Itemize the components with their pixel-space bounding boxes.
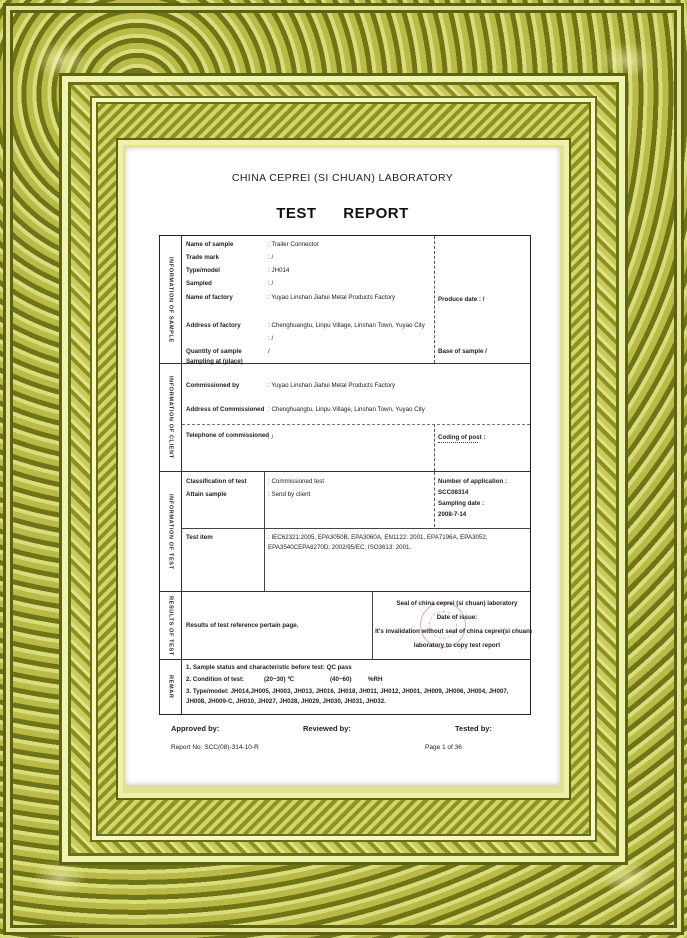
label-quantity-of-sample: Quantity of sample [186,348,242,355]
section-sample [160,236,530,364]
value-type-model: : JH014 [268,267,290,274]
column-divider [434,236,435,363]
value-address-of-commissioned: : Chenghuangtu, Linpu Village, Linshan Town, Yuyao City [268,406,425,413]
row-divider [182,424,530,425]
label-name-of-factory: Name of factory [186,294,233,301]
remark-line-2-label: 2. Condition of test: [186,676,245,683]
remark-line-2-temperature: (20~30) ℃ [264,676,295,683]
value-number-of-application: SCC08314 [438,489,469,496]
column-divider [372,592,373,659]
section-label-test: INFORMATION OF TEST [160,472,182,591]
section-remark [160,660,530,714]
coding-of-post: Coding of post : [438,434,486,441]
section-test [160,472,530,592]
value-name-of-factory: : Yuyao Linshan Jiahui Metal Products Factory [268,294,396,301]
value-test-item: : IEC62321:2005, EPA3050B, EPA3060A, EN1122: 2001, EPA7196A, EPA3052, EPA3540CEPA8270D; 2002/95/EC; ISO3613: 2001. [268,534,488,551]
value-quantity-of-sample: / [268,348,270,355]
section-label-sample: INFORMATION OF SAMPLE [160,236,182,363]
label-test-item: Test item [186,534,213,541]
section-results [160,592,530,660]
page-number: Page 1 of 36 [425,744,462,751]
approved-by: Approved by: [171,724,220,733]
value-telephone: : / [268,434,274,441]
section-label-results: RESULTS OF TEST [160,592,182,659]
value-sampled: : / [268,280,274,287]
seal-line-1: Seal of china ceprei (si chuan) laboratory [396,600,518,607]
coding-of-post-blank [438,442,478,443]
value-sampling-date: 2008-7-14 [438,511,467,518]
label-classification: Classification of test [186,478,247,485]
seal-line-3: It's invalidation without seal of china ceprei(si chuan) [375,628,532,635]
value-address-of-factory-2: : / [268,335,274,342]
remark-line-2-unit: %RH [368,676,383,683]
base-of-sample: Base of sample / [438,348,487,355]
reviewed-by: Reviewed by: [303,724,351,733]
value-trade-mark: : / [268,254,274,261]
value-commissioned-by: : Yuyao Linshan Jiahui Metal Products Factory [268,382,396,389]
tested-by: Tested by: [455,724,492,733]
label-address-of-factory: Address of factory [186,322,241,329]
label-commissioned-by: Commissioned by [186,382,240,389]
label-sampled: Sampled [186,280,212,287]
column-divider [264,472,265,591]
results-text: Results of test reference pertain page. [186,622,299,629]
column-divider [434,472,435,527]
label-number-of-application: Number of application : [438,478,508,485]
label-sampling-place: Sampling at (place) [186,358,243,365]
label-trade-mark: Trade mark [186,254,220,261]
label-type-model: Type/model [186,267,220,274]
section-client [160,364,530,472]
row-divider [182,528,530,529]
value-name-of-sample: : Trailer Connector [268,241,319,248]
seal-line-4: laboratory to copy test report [413,642,501,649]
document-title: TEST REPORT [276,205,409,222]
remark-line-3: 3. Type/model: JH014,JH005, JH003, JH013, JH016, JH018, JH011, JH012, JH001, JH009, JH006, JH004, JH007, JH008, JH009-C, JH010, JH027, JH028, JH029, JH030, JH031, JH032. [186,688,509,705]
report-number: Report No: SCC(08)-314-10-R [171,744,259,751]
lab-title: CHINA CEPREI (SI CHUAN) LABORATORY [231,172,454,184]
value-attain-sample: : Send by client [268,491,311,498]
report-table [159,235,531,715]
seal-line-2: Date of issue: [436,614,478,621]
label-name-of-sample: Name of sample [186,241,234,248]
remark-line-1: 1. Sample status and characteristic before test: QC pass [186,664,352,671]
produce-date: Produce date : / [438,296,485,303]
section-label-remark: REMAR [160,660,182,714]
value-address-of-factory: : Chenghuangtu, Linpu Village, Linshan Town, Yuyao City [268,322,425,329]
value-classification: : Commissioned test [268,478,325,485]
label-sampling-date: Sampling date : [438,500,485,507]
column-divider [434,424,435,471]
label-attain-sample: Attain sample [186,491,227,498]
label-telephone: Telephone of commissioned [186,432,270,439]
remark-line-2-humidity: (40~60) [330,676,352,683]
label-address-of-commissioned: Address of Commissioned [186,406,265,413]
test-report-document [125,147,560,785]
section-label-client: INFORMATION OF CLIENT [160,364,182,471]
